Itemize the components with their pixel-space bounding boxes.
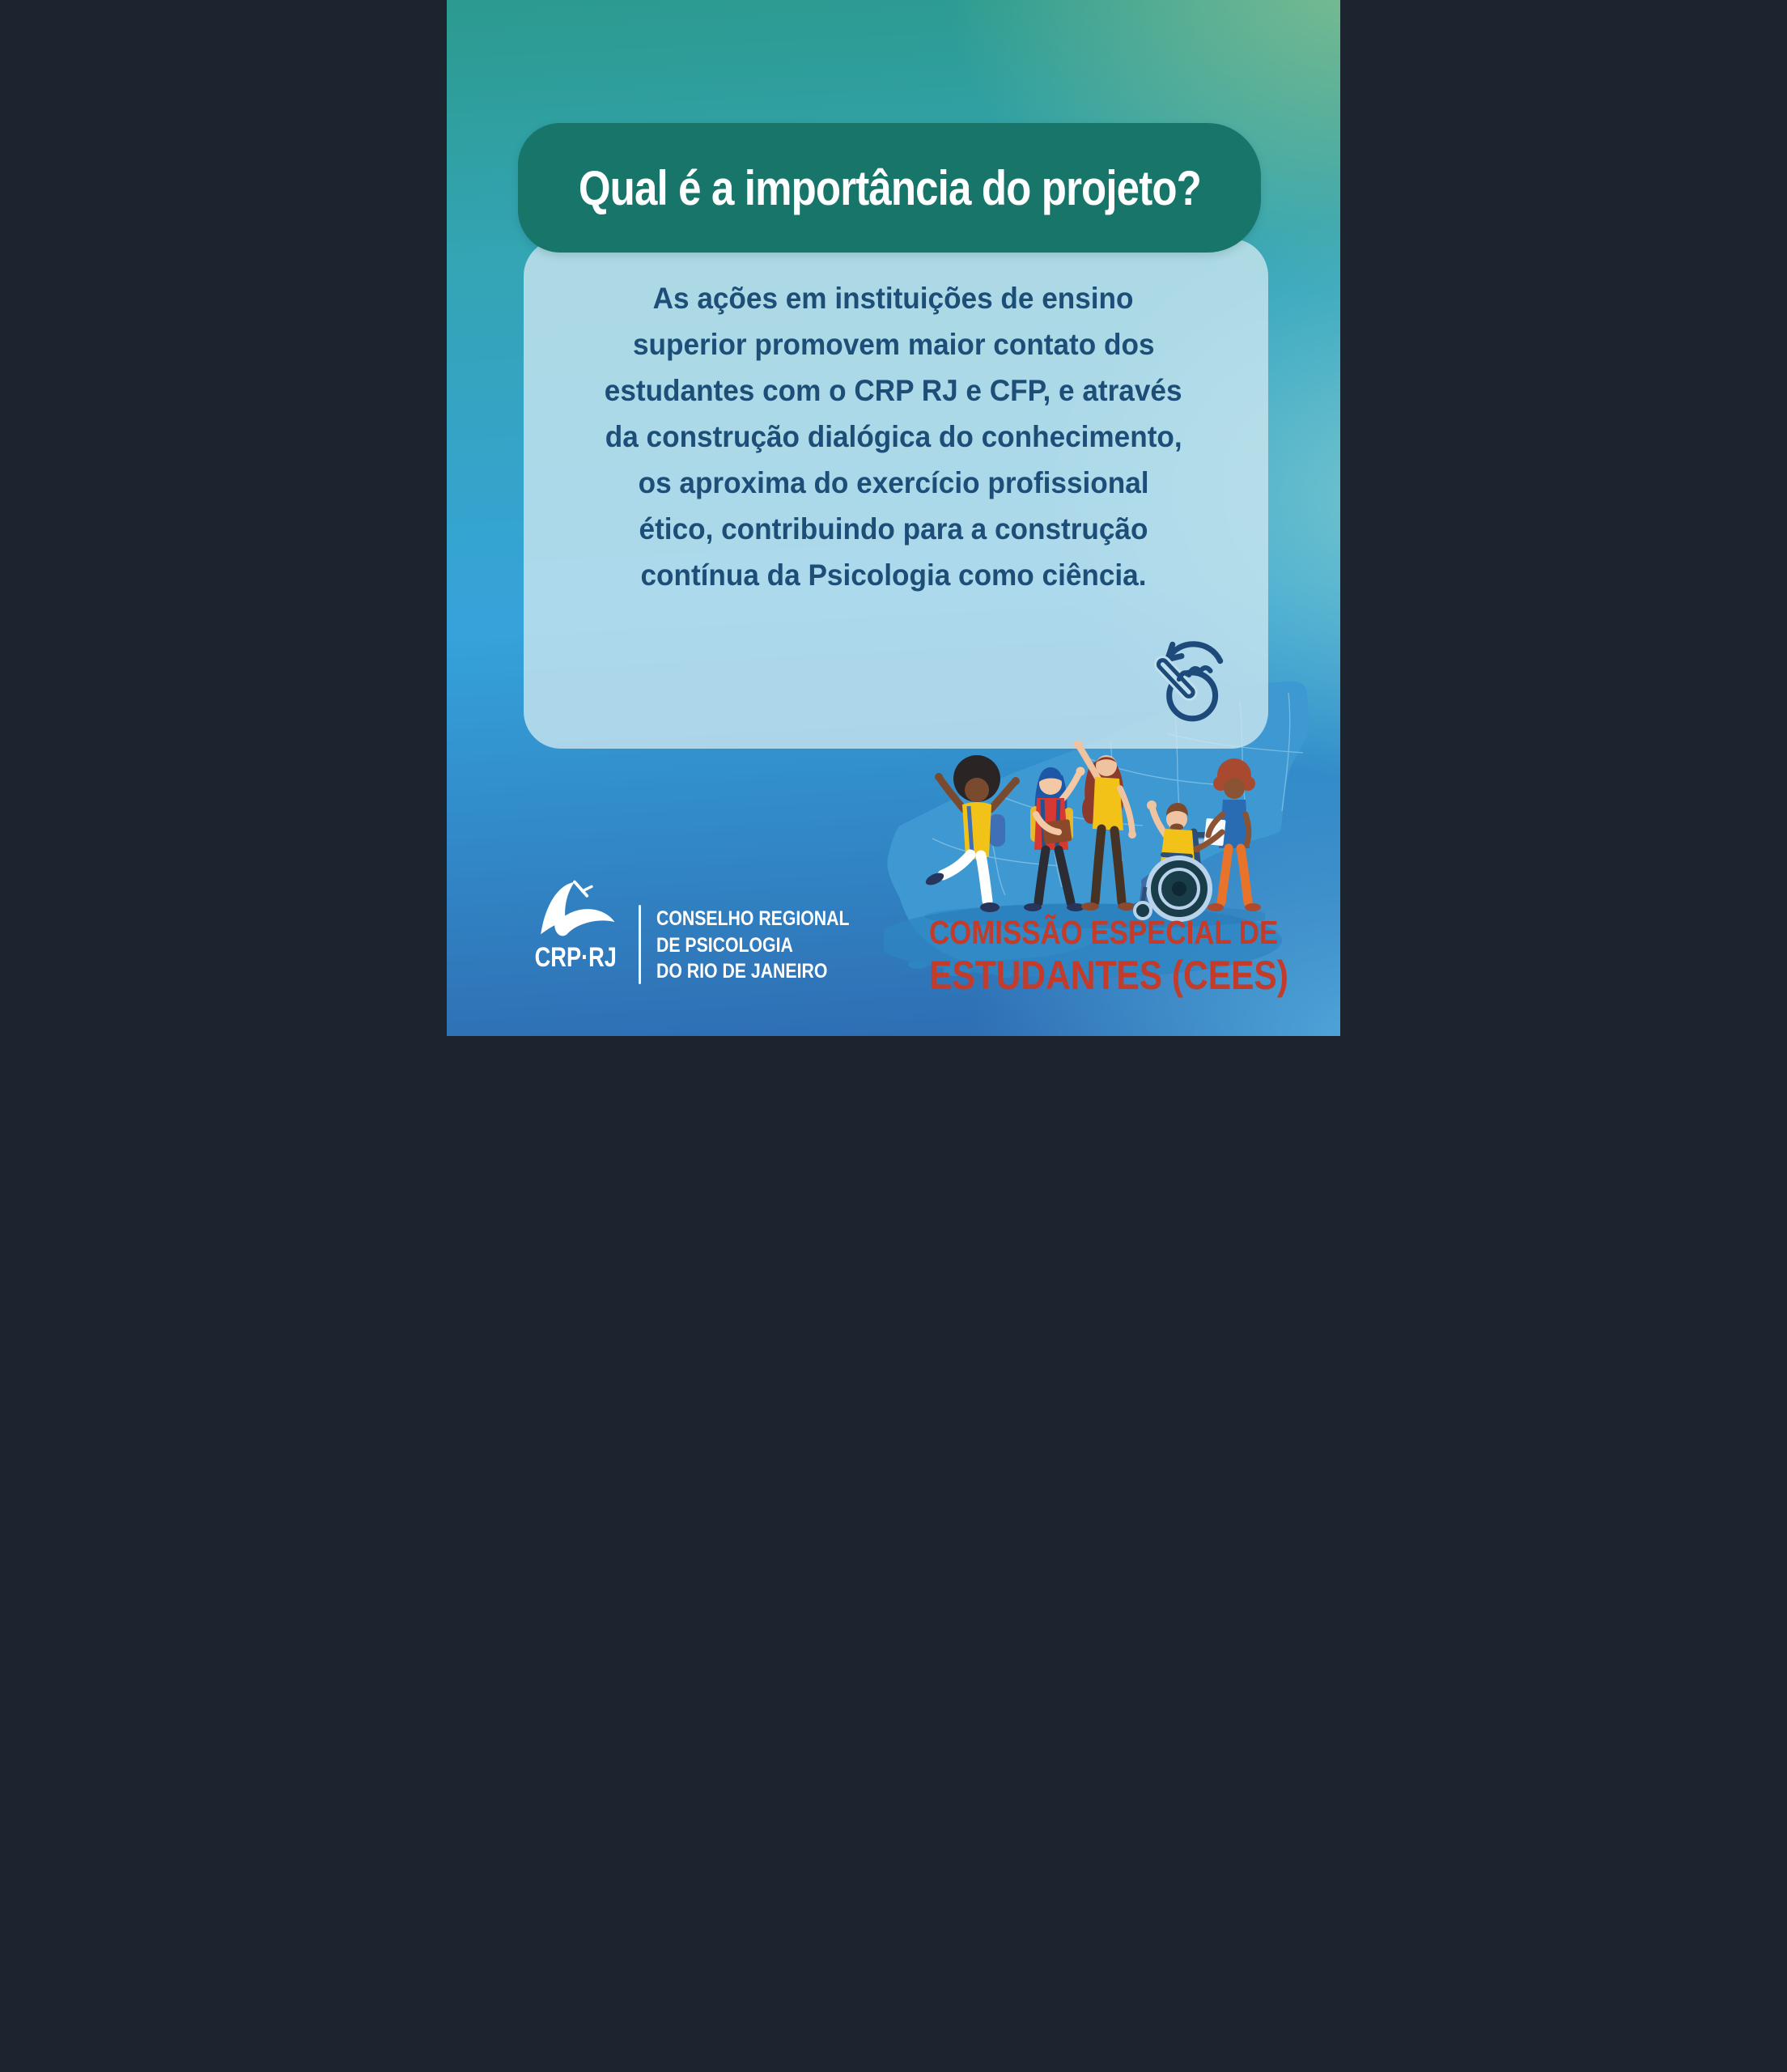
person-blue-hair-student [1024, 767, 1085, 912]
poster-background [447, 0, 1340, 1036]
question-banner [518, 123, 1261, 253]
swipe-left-icon [1143, 626, 1229, 728]
crprj-acronym: CRP·RJ [534, 942, 617, 973]
commission-line-2: ESTUDANTES (CEES) [929, 953, 1288, 998]
person-waving-woman [1074, 741, 1137, 911]
paragraph-line: estudantes com o CRP RJ e CFP, e através [605, 374, 1182, 407]
commission-line-1: COMISSÃO ESPECIAL DE [929, 914, 1279, 951]
paragraph-line: contínua da Psicologia como ciência. [640, 558, 1147, 592]
crprj-bird-icon [528, 876, 622, 940]
students-illustration [912, 741, 1265, 932]
paragraph-line: ético, contribuindo para a construção [639, 512, 1148, 546]
person-wheelchair-student [1133, 800, 1225, 919]
paragraph-line: os aproxima do exercício profissional [638, 466, 1149, 499]
paragraph-line: da construção dialógica do conhecimento, [605, 420, 1182, 453]
paragraph-line: As ações em instituições de ensino [653, 282, 1134, 315]
paragraph-line: superior promovem maior contato dos [632, 328, 1155, 361]
logo-divider [639, 905, 641, 984]
org-name-line: CONSELHO REGIONAL [656, 907, 850, 930]
body-paragraph [565, 275, 1222, 598]
org-name-line: DE PSICOLOGIA [656, 933, 793, 957]
question-banner-title: Qual é a importância do projeto? [578, 160, 1201, 215]
org-name-line: DO RIO DE JANEIRO [656, 960, 828, 983]
commission-title [929, 915, 1340, 997]
org-name [656, 906, 884, 985]
person-dancing-student [924, 755, 1020, 912]
